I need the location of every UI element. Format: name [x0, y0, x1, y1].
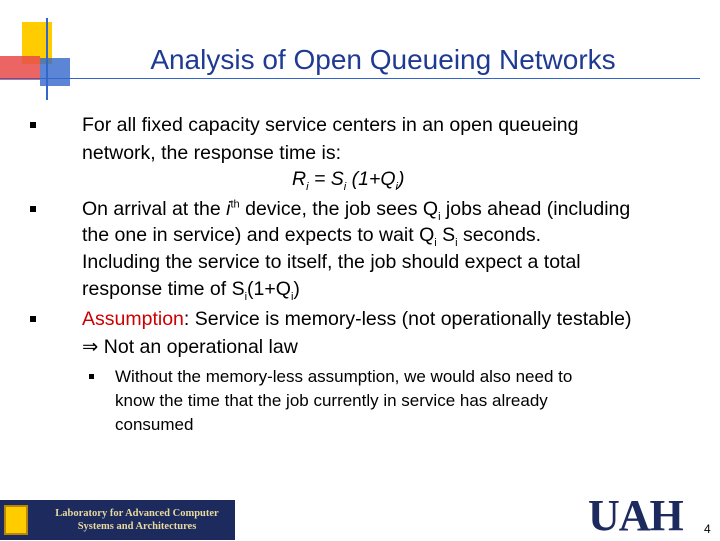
sub-text-line-2: know the time that the job currently in service has already	[115, 391, 548, 410]
lab-logo-icon	[4, 505, 28, 535]
bullet-3	[30, 316, 36, 322]
bullet-1	[30, 122, 36, 128]
text-line-8: Assumption: Service is memory-less (not operationally testable)	[82, 308, 632, 330]
assumption-label: Assumption	[82, 308, 184, 330]
slide-title: Analysis of Open Queueing Networks	[150, 44, 616, 75]
lab-name: Laboratory for Advanced Computer Systems and Architectures	[55, 508, 219, 532]
page-number: 4	[704, 522, 711, 536]
response-time-formula: $R_i = S_i$ $(1+Q_i)$	[292, 168, 405, 193]
sub-text-line-1: Without the memory-less assumption, we would also need to	[115, 367, 573, 386]
text-line-1: For all fixed capacity service centers in an open queueing	[82, 114, 579, 136]
text-line-9: ⇒ Not an operational law	[82, 336, 298, 358]
text-line-4: On arrival at the $i^{th}$ device, the job sees $Q_i$ jobs ahead (including	[82, 198, 631, 223]
sub-text-line-3: consumed	[115, 415, 194, 434]
uah-logo: UAH	[588, 491, 683, 540]
title-underline	[0, 78, 700, 79]
text-line-2: network, the response time is:	[82, 142, 342, 164]
text-line-5: the one in service) and expects to wait $Q_i$ $S_i$ seconds.	[82, 224, 542, 249]
bullet-2	[30, 206, 36, 212]
text-line-7: response time of $S_i(1+Q_i)$	[82, 278, 300, 303]
text-line-6: Including the service to itself, the job should expect a total	[82, 251, 581, 273]
sub-bullet-1	[89, 374, 94, 379]
implies-arrow-icon: ⇒	[82, 336, 99, 358]
